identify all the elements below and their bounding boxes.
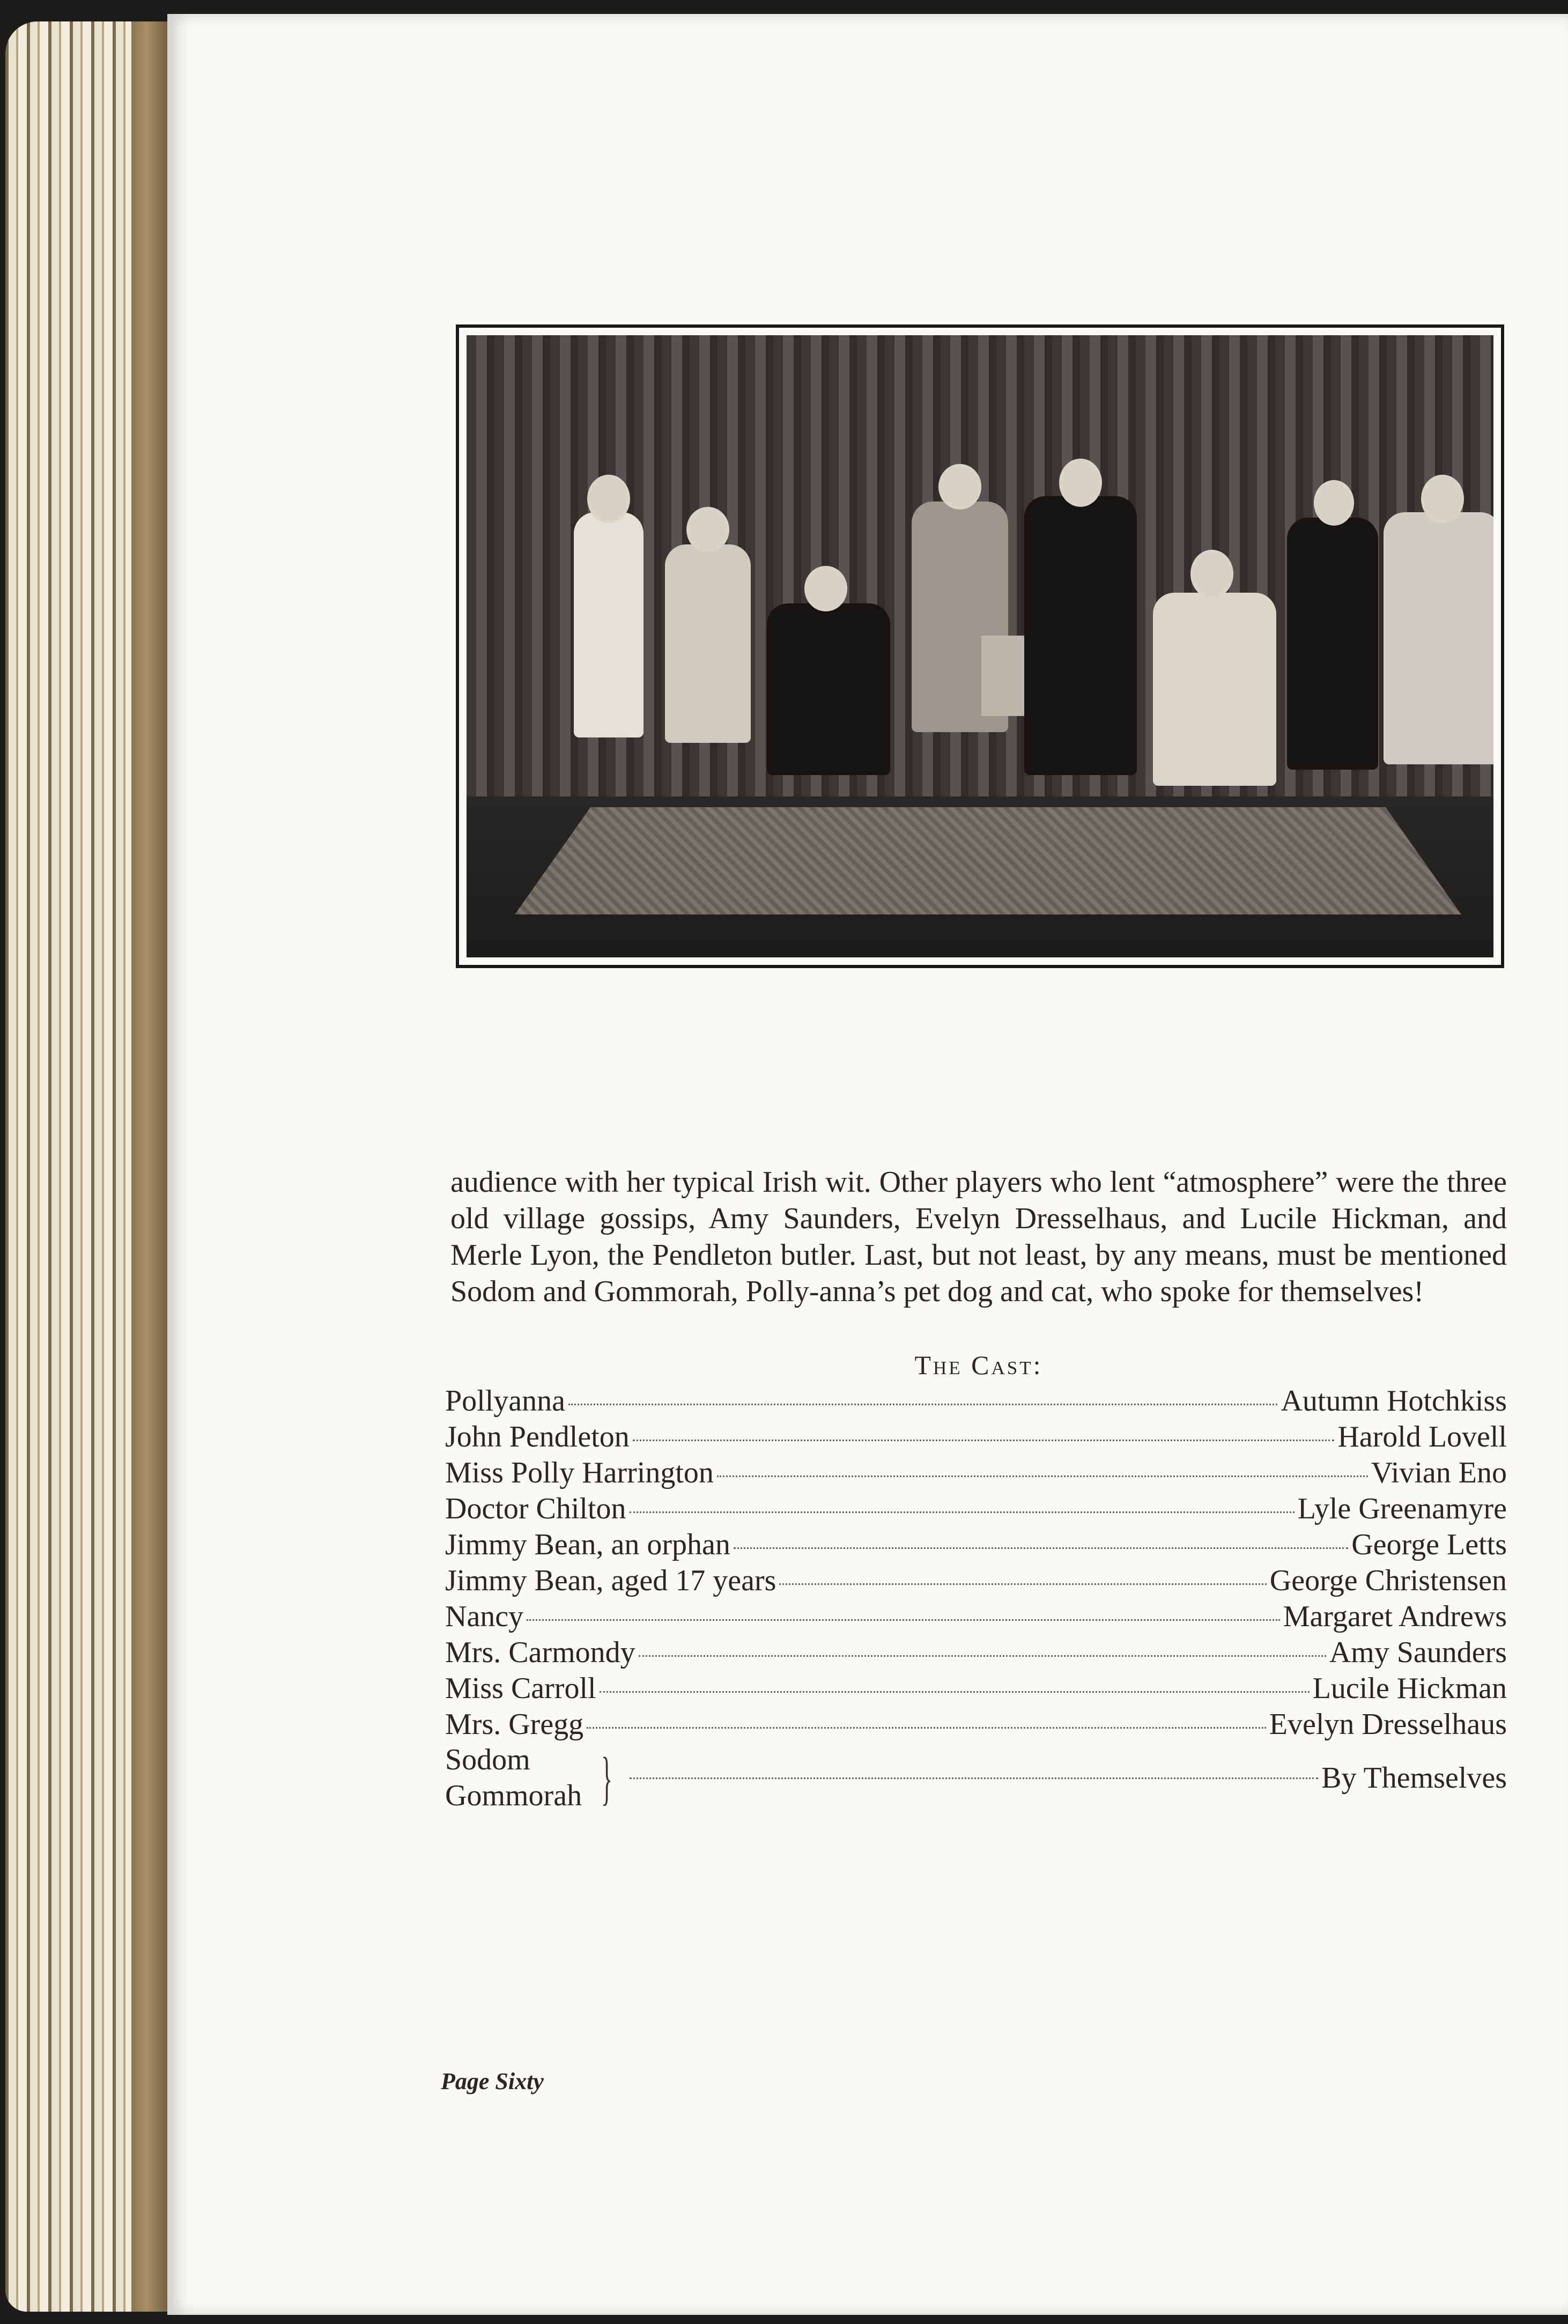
cast-actor: George Letts <box>1351 1528 1507 1561</box>
photo-image <box>467 335 1493 957</box>
cast-actor: George Christensen <box>1269 1564 1507 1597</box>
cast-row <box>445 1384 1507 1420</box>
figure-head <box>1421 475 1464 523</box>
cast-actor: Margaret Andrews <box>1283 1600 1507 1633</box>
cast-row <box>445 1707 1507 1743</box>
leader-dots <box>600 1691 1310 1693</box>
stage-rug <box>515 807 1461 914</box>
leader-dots <box>630 1511 1295 1513</box>
figure <box>1153 593 1276 786</box>
figure <box>1024 496 1137 775</box>
cast-actor: Lyle Greenamyre <box>1297 1492 1507 1525</box>
cast-row <box>445 1635 1507 1671</box>
cast-role: Miss Carroll <box>445 1672 596 1705</box>
cast-actor: Lucile Hickman <box>1312 1672 1507 1705</box>
figure-head <box>804 566 847 611</box>
figure-head <box>686 507 729 552</box>
leader-dots <box>717 1475 1368 1477</box>
cast-actor: Harold Lovell <box>1337 1420 1507 1454</box>
figure <box>665 544 751 743</box>
leader-dots <box>779 1583 1266 1585</box>
leader-dots <box>587 1727 1266 1729</box>
figure-head <box>938 464 981 510</box>
figure-head <box>1190 550 1233 598</box>
cast-row <box>445 1456 1507 1492</box>
cast-role: Pollyanna <box>445 1384 565 1418</box>
brace-glyph: } <box>601 1745 613 1811</box>
cast-row <box>445 1492 1507 1528</box>
cast-actor: Evelyn Dresselhaus <box>1269 1708 1507 1741</box>
cast-photograph <box>456 324 1504 968</box>
page-number: Page Sixty <box>441 2068 544 2094</box>
cast-role: Sodom <box>445 1743 530 1776</box>
cast-actor: Amy Saunders <box>1329 1636 1507 1669</box>
leader-dots <box>633 1440 1335 1441</box>
cast-role: Doctor Chilton <box>445 1492 626 1525</box>
cast-role: John Pendleton <box>445 1420 630 1454</box>
cast-role: Jimmy Bean, an orphan <box>445 1528 730 1561</box>
figure <box>767 603 890 775</box>
cast-role: Gommorah <box>445 1779 582 1812</box>
cast-role: Mrs. Carmondy <box>445 1636 635 1669</box>
figure <box>1384 512 1493 764</box>
figure-head <box>1314 480 1354 526</box>
figure <box>574 512 644 737</box>
cast-actor: Vivian Eno <box>1371 1456 1507 1489</box>
cast-actor: Autumn Hotchkiss <box>1281 1384 1507 1418</box>
leader-dots <box>734 1547 1348 1549</box>
figure <box>1287 518 1378 770</box>
cast-row <box>445 1599 1507 1635</box>
cast-row <box>445 1528 1507 1563</box>
cast-row <box>445 1420 1507 1456</box>
cast-row <box>445 1671 1507 1707</box>
leader-dots <box>639 1655 1326 1657</box>
leader-dots <box>568 1404 1277 1405</box>
cast-role: Miss Polly Harrington <box>445 1456 714 1489</box>
pets-row <box>445 1743 1507 1813</box>
cast-role: Jimmy Bean, aged 17 years <box>445 1564 776 1597</box>
cast-role: Nancy <box>445 1600 524 1633</box>
book-gutter-shadow <box>131 21 169 2312</box>
figure-head <box>587 475 630 523</box>
cast-row <box>445 1563 1507 1599</box>
pet-roles <box>445 1742 582 1814</box>
leader-dots <box>630 1777 1318 1779</box>
cast-role: Mrs. Gregg <box>445 1708 584 1741</box>
leader-dots <box>527 1619 1280 1621</box>
figure-head <box>1059 459 1102 507</box>
body-paragraph: audience with her typical Irish wit. Other players who lent “atmosphere” were the three old village gossips, Amy Saunders, Evelyn Dresselhaus, and Lucile Hickman, and Merle Lyon, the Pendleton butler. Last, but not least, by any means, must be mentioned Sodom and Gommorah, Polly-anna’s pet dog and cat, who spoke for themselves! <box>450 1165 1507 1308</box>
cast-actor: By Themselves <box>1321 1761 1507 1795</box>
cast-heading: The Cast: <box>914 1350 1043 1380</box>
cast-list <box>445 1384 1507 1813</box>
